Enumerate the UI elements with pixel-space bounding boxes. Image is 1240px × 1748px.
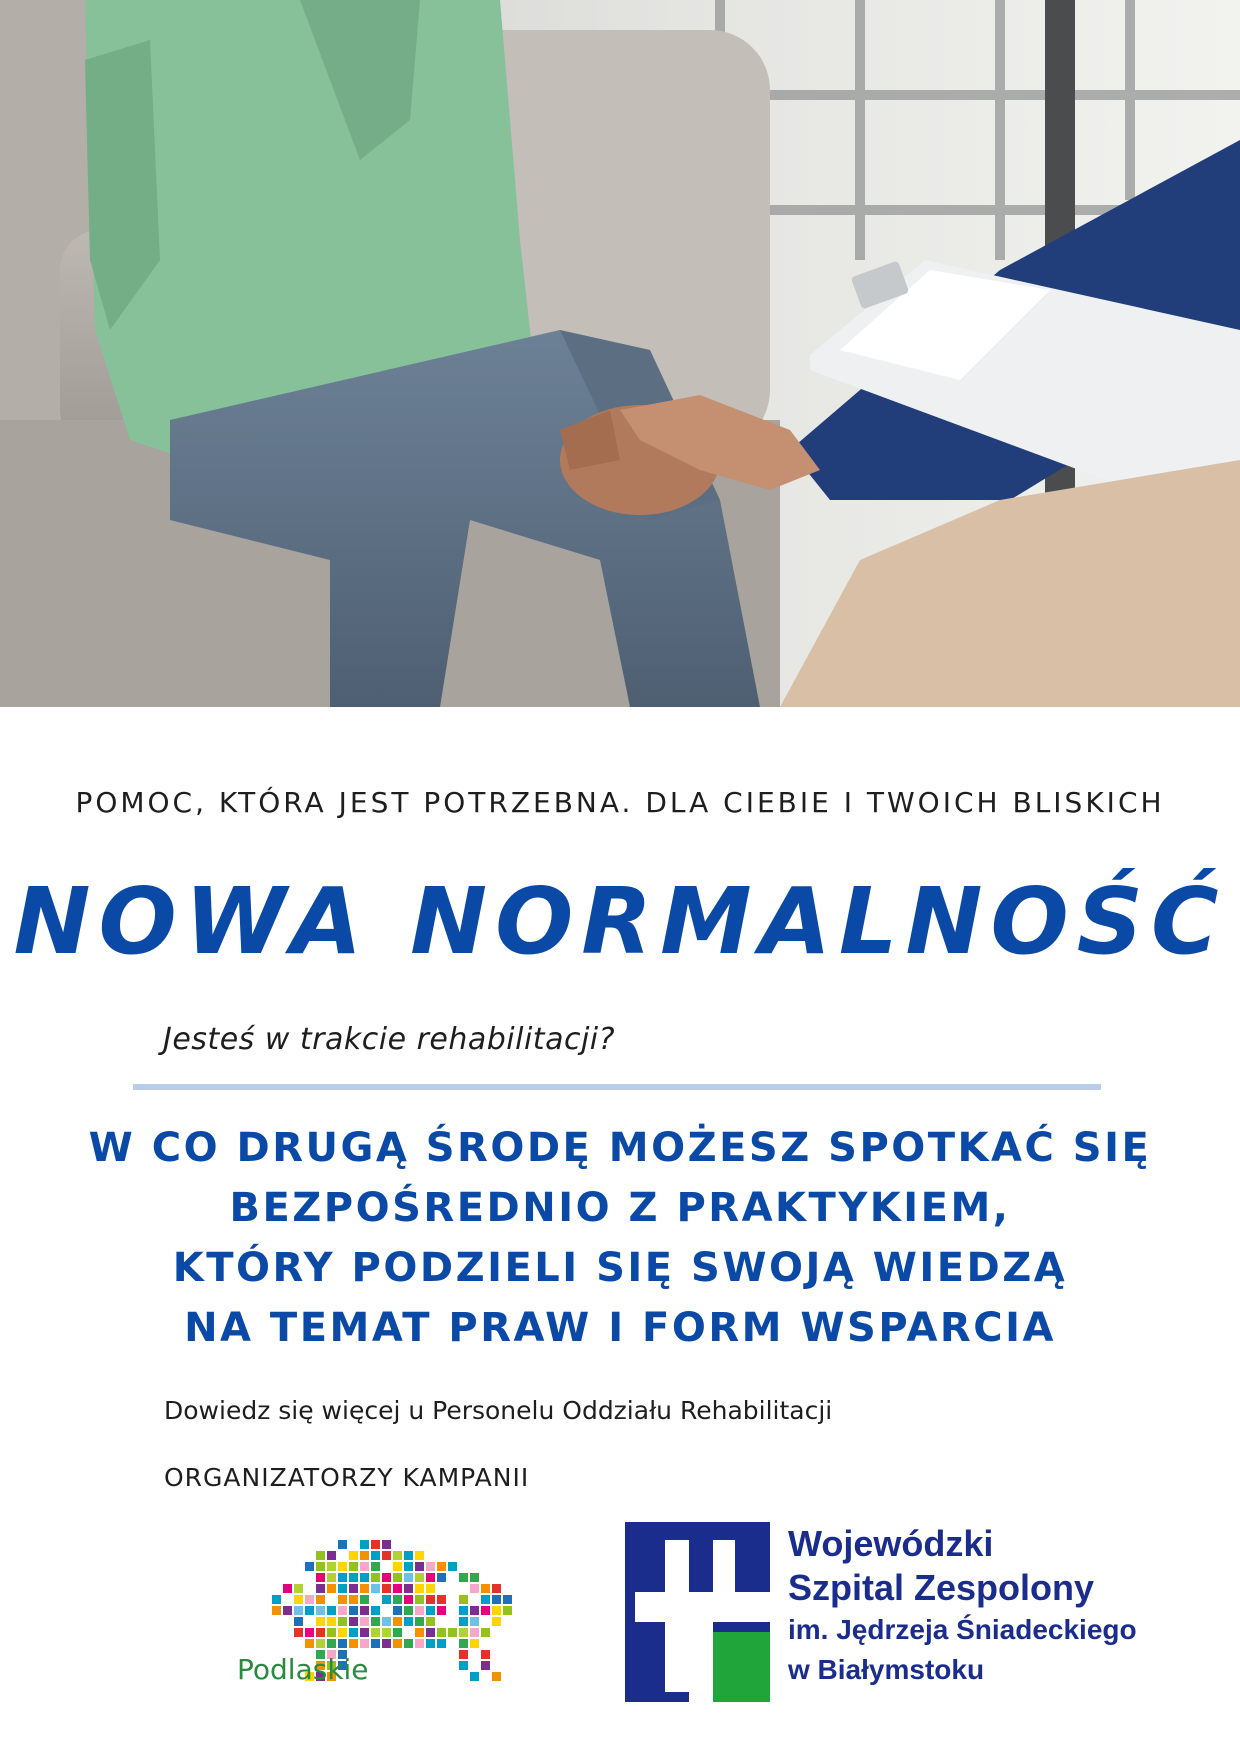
mosaic-tile [371, 1573, 380, 1582]
mosaic-tile [415, 1606, 424, 1615]
mosaic-tile [360, 1562, 369, 1571]
mosaic-tile [349, 1551, 358, 1560]
mosaic-tile [360, 1551, 369, 1560]
mosaic-tile [338, 1573, 347, 1582]
mosaic-tile [316, 1639, 325, 1648]
mosaic-tile [415, 1562, 424, 1571]
divider [133, 1084, 1101, 1090]
mosaic-tile [415, 1573, 424, 1582]
mosaic-tile [382, 1595, 391, 1604]
mosaic-tile [404, 1595, 413, 1604]
mosaic-tile [316, 1551, 325, 1560]
message-line: NA TEMAT PRAW I FORM WSPARCIA [184, 1305, 1056, 1351]
mosaic-tile [503, 1595, 512, 1604]
mosaic-tile [448, 1628, 457, 1637]
mosaic-tile [404, 1606, 413, 1615]
mosaic-tile [481, 1661, 490, 1670]
mosaic-tile [459, 1639, 468, 1648]
hospital-name-line: Szpital Zespolony [788, 1567, 1095, 1608]
mosaic-tile [316, 1606, 325, 1615]
mosaic-tile [360, 1628, 369, 1637]
mosaic-tile [371, 1639, 380, 1648]
mosaic-tile [393, 1584, 402, 1593]
mosaic-tile [470, 1573, 479, 1582]
mosaic-tile [349, 1595, 358, 1604]
mosaic-tile [360, 1595, 369, 1604]
mosaic-tile [349, 1573, 358, 1582]
mosaic-tile [426, 1584, 435, 1593]
mosaic-tile [316, 1628, 325, 1637]
info-text: Dowiedz się więcej u Personelu Oddziału Rehabilitacji [164, 1396, 833, 1425]
mosaic-tile [426, 1606, 435, 1615]
meeting-message [0, 1118, 1240, 1358]
mosaic-tile [481, 1628, 490, 1637]
mosaic-tile [393, 1606, 402, 1615]
mosaic-tile [327, 1639, 336, 1648]
mosaic-tile [492, 1595, 501, 1604]
mosaic-tile [404, 1551, 413, 1560]
rehab-question: Jesteś w trakcie rehabilitacji? [163, 1022, 616, 1057]
mosaic-tile [327, 1584, 336, 1593]
mosaic-tile [338, 1628, 347, 1637]
mosaic-tile [426, 1562, 435, 1571]
mosaic-tile [415, 1617, 424, 1626]
mosaic-tile [338, 1540, 347, 1549]
mosaic-tile [283, 1584, 292, 1593]
mosaic-tile [360, 1573, 369, 1582]
mosaic-tile [327, 1562, 336, 1571]
mosaic-tile [382, 1540, 391, 1549]
mosaic-tile [470, 1639, 479, 1648]
mosaic-tile [338, 1639, 347, 1648]
therapy-session-photo [0, 0, 1240, 707]
mosaic-tile [305, 1628, 314, 1637]
mosaic-tile [272, 1606, 281, 1615]
mosaic-tile [481, 1606, 490, 1615]
hospital-name-line: w Białymstoku [788, 1654, 985, 1685]
mosaic-tile [426, 1595, 435, 1604]
mosaic-tile [470, 1617, 479, 1626]
mosaic-tile [459, 1617, 468, 1626]
mosaic-tile [492, 1617, 501, 1626]
mosaic-tile [404, 1573, 413, 1582]
message-line: W CO DRUGĄ ŚRODĘ MOŻESZ SPOTKAĆ SIĘ [88, 1125, 1152, 1171]
mosaic-tile [338, 1562, 347, 1571]
mosaic-tile [316, 1562, 325, 1571]
mosaic-tile [371, 1584, 380, 1593]
mosaic-tile [492, 1584, 501, 1593]
mosaic-tile [327, 1551, 336, 1560]
mosaic-tile [360, 1606, 369, 1615]
mosaic-tile [426, 1617, 435, 1626]
mosaic-tile [349, 1562, 358, 1571]
mosaic-tile [294, 1595, 303, 1604]
mosaic-tile [305, 1639, 314, 1648]
mosaic-tile [316, 1584, 325, 1593]
mosaic-tile [448, 1562, 457, 1571]
mosaic-tile [459, 1606, 468, 1615]
mosaic-tile [415, 1639, 424, 1648]
mosaic-tile [382, 1573, 391, 1582]
mosaic-tile [415, 1551, 424, 1560]
mosaic-tile [349, 1617, 358, 1626]
campaign-title: NOWA NORMALNOŚĆ [13, 868, 1227, 975]
mosaic-tile [382, 1639, 391, 1648]
organizers-label: ORGANIZATORZY KAMPANII [164, 1463, 530, 1492]
mosaic-tile [437, 1562, 446, 1571]
mosaic-tile [360, 1540, 369, 1549]
mosaic-tile [294, 1628, 303, 1637]
mosaic-tile [393, 1551, 402, 1560]
hospital-name-line: im. Jędrzeja Śniadeckiego [788, 1614, 1137, 1645]
mosaic-tile [316, 1573, 325, 1582]
mosaic-tile [437, 1606, 446, 1615]
hero-photo [0, 0, 1240, 707]
mosaic-tile [327, 1617, 336, 1626]
mosaic-tile [382, 1628, 391, 1637]
mosaic-tile [371, 1606, 380, 1615]
mosaic-tile [481, 1595, 490, 1604]
mosaic-tile [470, 1628, 479, 1637]
mosaic-tile [338, 1595, 347, 1604]
mosaic-tile [382, 1551, 391, 1560]
mosaic-tile [393, 1628, 402, 1637]
mosaic-tile [470, 1606, 479, 1615]
mosaic-tile [459, 1661, 468, 1670]
mosaic-tile [404, 1562, 413, 1571]
mosaic-tile [305, 1562, 314, 1571]
mosaic-tile [437, 1639, 446, 1648]
mosaic-tile [492, 1606, 501, 1615]
mosaic-tile [371, 1617, 380, 1626]
mosaic-tile [415, 1584, 424, 1593]
mosaic-tile [327, 1628, 336, 1637]
mosaic-tile [404, 1584, 413, 1593]
mosaic-tile [272, 1595, 281, 1604]
mosaic-tile [503, 1606, 512, 1615]
mosaic-tile [360, 1639, 369, 1648]
mosaic-tile [426, 1628, 435, 1637]
mosaic-tile [437, 1595, 446, 1604]
mosaic-tile [426, 1639, 435, 1648]
mosaic-tile [393, 1562, 402, 1571]
mosaic-tile [437, 1573, 446, 1582]
mosaic-tile [404, 1617, 413, 1626]
mosaic-tile [470, 1672, 479, 1681]
mosaic-tile [305, 1595, 314, 1604]
mosaic-tile [371, 1628, 380, 1637]
mosaic-tile [459, 1573, 468, 1582]
mosaic-tile [338, 1606, 347, 1615]
mosaic-tile [393, 1573, 402, 1582]
mosaic-tile [481, 1584, 490, 1593]
mosaic-tile [459, 1595, 468, 1604]
tagline: POMOC, KTÓRA JEST POTRZEBNA. DLA CIEBIE I TWOICH BLISKICH [75, 786, 1165, 819]
mosaic-tile [437, 1628, 446, 1637]
mosaic-tile [316, 1617, 325, 1626]
mosaic-tile [481, 1650, 490, 1659]
message-line: KTÓRY PODZIELI SIĘ SWOJĄ WIEDZĄ [172, 1245, 1068, 1291]
mosaic-tile [393, 1639, 402, 1648]
mosaic-tile [382, 1584, 391, 1593]
mosaic-tile [327, 1573, 336, 1582]
mosaic-tile [349, 1606, 358, 1615]
mosaic-tile [426, 1573, 435, 1582]
mosaic-tile [349, 1628, 358, 1637]
mosaic-tile [371, 1551, 380, 1560]
mosaic-tile [393, 1617, 402, 1626]
mosaic-tile [415, 1595, 424, 1604]
hospital-name-line: Wojewódzki [788, 1523, 994, 1564]
mosaic-tile [349, 1639, 358, 1648]
mosaic-tile [294, 1606, 303, 1615]
mosaic-tile [371, 1540, 380, 1549]
mosaic-tile [360, 1584, 369, 1593]
mosaic-tile [338, 1617, 347, 1626]
mosaic-tile [404, 1639, 413, 1648]
mosaic-tile [371, 1562, 380, 1571]
mosaic-tile [349, 1584, 358, 1593]
mosaic-tile [459, 1650, 468, 1659]
mosaic-tile [294, 1617, 303, 1626]
mosaic-tile [382, 1617, 391, 1626]
mosaic-tile [283, 1606, 292, 1615]
mosaic-tile [294, 1584, 303, 1593]
mosaic-tile [338, 1584, 347, 1593]
mosaic-tile [415, 1628, 424, 1637]
mosaic-tile [492, 1672, 501, 1681]
hospital-name [788, 1522, 1137, 1690]
mosaic-tile [393, 1595, 402, 1604]
mosaic-tile [360, 1617, 369, 1626]
message-line: BEZPOŚREDNIO Z PRAKTYKIEM, [229, 1185, 1011, 1231]
podlaskie-label: Podlaskie [237, 1653, 369, 1686]
mosaic-tile [316, 1595, 325, 1604]
mosaic-tile [327, 1606, 336, 1615]
mosaic-tile [470, 1584, 479, 1593]
mosaic-tile [459, 1628, 468, 1637]
mosaic-tile [305, 1606, 314, 1615]
